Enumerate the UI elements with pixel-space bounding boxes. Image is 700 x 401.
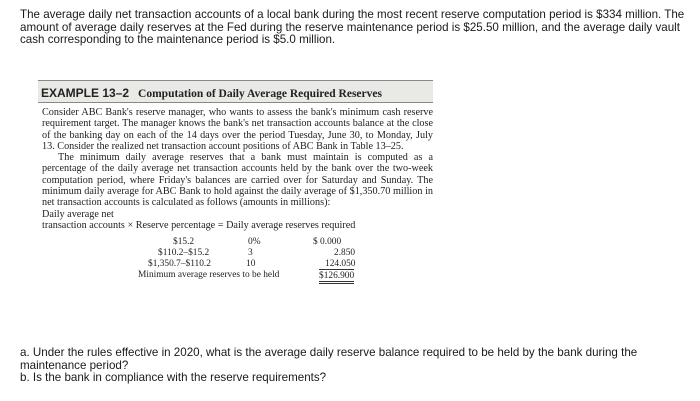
formula-term-accounts: transaction accounts — [42, 219, 125, 231]
example-box — [38, 80, 433, 293]
times-symbol: × — [127, 219, 134, 231]
calculation-table — [38, 237, 433, 293]
formula-term-required: Daily average reserves required — [226, 219, 356, 231]
formula-term-percentage: Reserve percentage — [135, 219, 216, 231]
calc-percentage: 3 — [248, 248, 253, 259]
calc-percentage: 10 — [246, 259, 256, 270]
formula-line-2 — [42, 220, 433, 231]
calc-account: $110.2–$15.2 — [158, 248, 210, 259]
calc-required: $ 0.000 — [313, 237, 342, 248]
example-header — [38, 80, 433, 103]
calc-required: 2.850 — [334, 248, 356, 259]
calc-percentage: 0% — [248, 237, 261, 248]
question-b: b. Is the bank in compliance with the reserve requirements? — [20, 371, 327, 385]
calc-total-value: $126.900 — [319, 269, 354, 284]
calc-total-label: Minimum average reserves to be held — [138, 270, 280, 281]
formula — [42, 209, 433, 232]
calc-account: $15.2 — [173, 237, 195, 248]
questions — [20, 347, 685, 385]
problem-intro: The average daily net transaction accounts of a local bank during the most recent reserve computation period is $334 million. The amount of average daily reserves at the Fed during the reserve maintenance period is $25.50 million, and the average daily vault cash corresponding to the maintenance period is $5.0 million. — [20, 8, 685, 47]
example-paragraph-1: Consider ABC Bank's reserve manager, who wants to assess the bank's minimum cash reserve requirement target. The manager knows the bank's net transaction accounts balance at the close of the banking day on each of the 14 days over the period Tuesday, June 30, to Monday, July 13. Consider the realized net transaction account positions of ABC Bank in Table 13–25. — [42, 107, 433, 152]
example-label: EXAMPLE 13–2 — [41, 86, 130, 100]
formula-line-1: Daily average net — [42, 208, 114, 220]
calc-account: $1,350.7–$110.2 — [148, 259, 211, 270]
example-title: Computation of Daily Average Required Reserves — [138, 88, 382, 100]
calc-required: 124.050 — [325, 259, 356, 270]
equals-symbol: = — [217, 219, 224, 231]
example-paragraph-2: The minimum daily average reserves that a bank must maintain is computed as a percentage of the daily average net transaction accounts held by the bank over the two-week computation period, where Friday's balances are carried over for Saturday and Sunday. The minimum daily average for ABC Bank to hold against the daily average of $1,350.70 million in net transaction accounts is calculated as follows (amounts in millions): — [42, 152, 433, 209]
question-a: a. Under the rules effective in 2020, what is the average daily reserve balance required to be held by the bank during the maintenance period? — [20, 346, 638, 372]
